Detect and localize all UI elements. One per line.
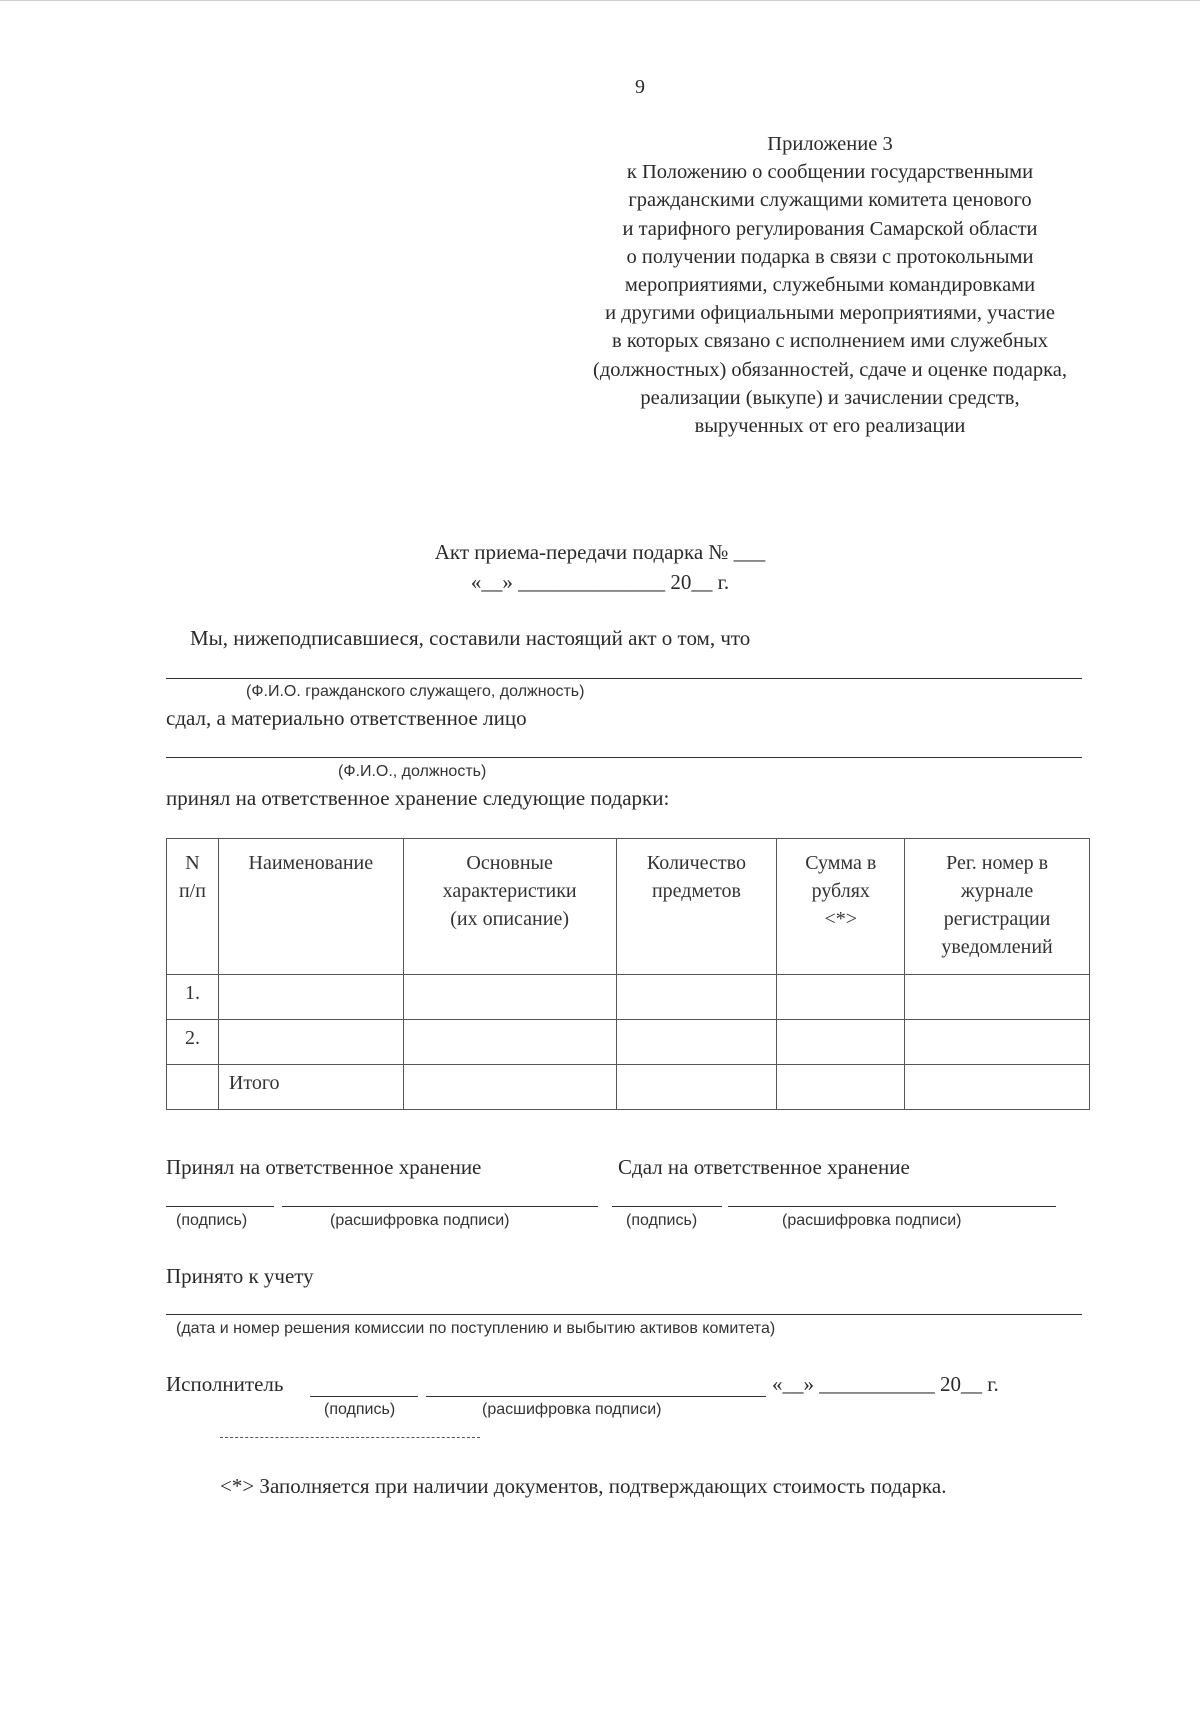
appendix-line: и тарифного регулирования Самарской области [622,217,1038,240]
appendix-line: вырученных от его реализации [694,415,966,438]
appendix-line: о получении подарка в связи с протокольными [626,245,1034,268]
receiver-decoding-line [282,1206,598,1207]
appendix-line: и другими официальными мероприятиями, участие [605,302,1055,325]
accounting-caption: (дата и номер решения комиссии по поступлению и выбытию активов комитета) [176,1320,776,1337]
header-name: Наименование [218,839,403,975]
table-cell [777,1065,905,1110]
sender-decoding-caption: (расшифровка подписи) [782,1212,962,1229]
accepted-text: принял на ответственное хранение следующие подарки: [166,786,670,810]
table-cell [905,975,1090,1020]
handed-text: сдал, а материально ответственное лицо [166,706,527,730]
appendix-line: гражданскими служащими комитета ценового [628,189,1032,212]
appendix-line: в которых связано с исполнением ими служебных [612,330,1048,353]
table-cell: 1. [167,975,219,1020]
table-row [167,1020,1090,1065]
appendix-line: Приложение 3 [767,133,893,155]
sender-decoding-line [728,1206,1056,1207]
table-cell [616,975,777,1020]
footnote-separator [220,1437,480,1438]
header-reg-number: Рег. номер в журнале регистрации уведомлений [905,839,1090,975]
top-border [0,0,1200,1]
header-number: N п/п [167,839,219,975]
table-header-row [167,839,1090,975]
appendix-header [540,130,1120,440]
table-cell [403,1065,616,1110]
header-sum: Сумма в рублях <*> [777,839,905,975]
header-quantity: Количество предметов [616,839,777,975]
appendix-line: к Положению о сообщении государственными [626,161,1034,184]
appendix-line: (должностных) обязанностей, сдаче и оценке подарка, [593,358,1067,381]
employee-line [166,678,1082,679]
table-row [167,1065,1090,1110]
executor-label: Исполнитель [166,1372,284,1396]
table-row [167,975,1090,1020]
header-characteristics: Основные характеристики (их описание) [403,839,616,975]
table-cell [905,1065,1090,1110]
sender-signature-line [612,1206,722,1207]
act-title: Акт приема-передачи подарка № ___ [434,540,766,564]
table-cell [777,975,905,1020]
executor-decoding-caption: (расшифровка подписи) [482,1401,662,1418]
table-cell [403,1020,616,1065]
receiver-decoding-caption: (расшифровка подписи) [330,1212,510,1229]
executor-decoding-line [426,1396,766,1397]
page-number: 9 [635,76,645,98]
table-cell: 2. [167,1020,219,1065]
table-cell: Итого [218,1065,403,1110]
intro-text: Мы, нижеподписавшиеся, составили настоящий акт о том, что [190,626,751,650]
footnote: <*> Заполняется при наличии документов, подтверждающих стоимость подарка. [220,1474,947,1498]
table-cell [905,1020,1090,1065]
executor-signature-line [310,1396,418,1397]
receiver-signature-caption: (подпись) [176,1212,248,1229]
act-date: «__» ______________ 20__ г. [470,570,730,594]
received-label: Принял на ответственное хранение [166,1155,482,1179]
table-cell [777,1020,905,1065]
table-cell [403,975,616,1020]
table-cell [218,1020,403,1065]
executor-signature-caption: (подпись) [324,1401,396,1418]
table-cell [616,1020,777,1065]
table-cell [218,975,403,1020]
responsible-line [166,757,1082,758]
table-cell [616,1065,777,1110]
appendix-line: мероприятиями, служебными командировками [624,274,1036,297]
receiver-signature-line [166,1206,274,1207]
table-cell [167,1065,219,1110]
accounting-line [166,1314,1082,1315]
gifts-table [166,838,1090,1110]
employee-caption: (Ф.И.О. гражданского служащего, должность) [246,683,585,700]
executor-date: «__» ___________ 20__ г. [772,1372,999,1396]
responsible-caption: (Ф.И.О., должность) [338,763,487,780]
appendix-line: реализации (выкупе) и зачислении средств, [640,386,1020,409]
sender-signature-caption: (подпись) [626,1212,698,1229]
accounting-label: Принято к учету [166,1264,314,1288]
handed-label: Сдал на ответственное хранение [618,1155,910,1179]
